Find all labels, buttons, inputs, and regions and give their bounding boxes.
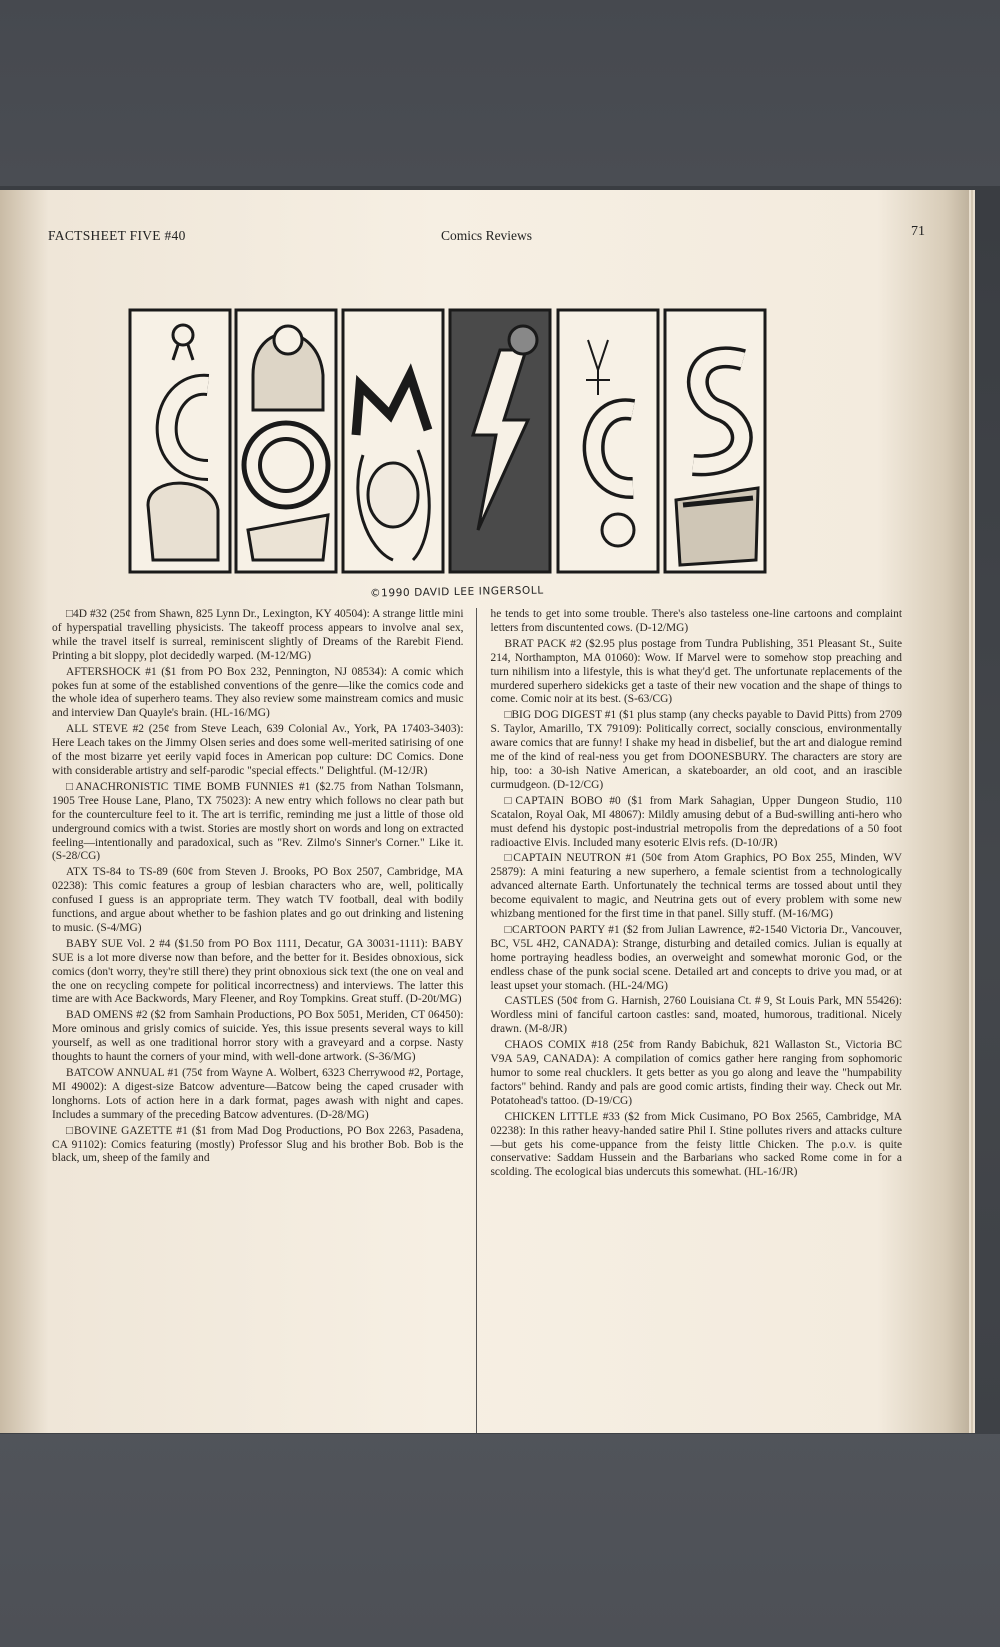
review-entry: □ANACHRONISTIC TIME BOMB FUNNIES #1 ($2.75 from Nathan Tolsmann, 1905 Tree House Lane, Plano, TX 75023): A new entry which follows no clear path but for the counterculture feel to it. The art is terrific, reminding me just a little of those old underground comics with a twist. Stories are mostly short on words and long on extracted feeling—intentionally and paradoxical, such as "Rev. Zilmo's Sinner's Corner." Like it. (S-28/CG) bbox=[52, 780, 464, 863]
review-entry: BATCOW ANNUAL #1 (75¢ from Wayne A. Wolbert, 6323 Cherrywood #2, Portage, MI 49002): A digest-size Batcow adventure—Batcow being the caped crusader with longhorns. Lots of action here in a dark format, pages awash with night and capes. Includes a summary of the preceding Batcow adventures. (D-28/MG) bbox=[52, 1067, 464, 1121]
art-credit: ©1990 DAVID LEE INGERSOLL bbox=[369, 584, 544, 600]
review-entry: BABY SUE Vol. 2 #4 ($1.50 from PO Box 1111, Decatur, GA 30031-1111): BABY SUE is a lot more diverse now than before, and the better for it. Besides obnoxious, sick comics (don't worry, they're still there) they print obnoxious sick text (the one on veal and the one on recycling compete for political incorrectness) and interviews. The latter this time are with Ace Backwords, Mary Fleener, and Roy Tompkins. Great stuff. (D-20t/MG) bbox=[52, 937, 464, 1006]
review-entry: □BIG DOG DIGEST #1 ($1 plus stamp (any checks payable to David Pitts) from 2709 S. Taylor, Amarillo, TX 79109): Politically correct, socially conscious, environmentally aware comics that are funny! I shake my head in disbelief, but the art and dialogue remind me of the kind of real-ness you get from DOONESBURY. The characters are story are hip, too: a 30-ish Native American, a skateboarder, an old coot, and an irascible curmudgeon. (D-12/CG) bbox=[490, 709, 902, 791]
comics-lettering-illustration bbox=[128, 260, 818, 600]
review-entry: CHICKEN LITTLE #33 ($2 from Mick Cusimano, PO Box 2565, Cambridge, MA 02238): In this rather heavy-handed satire Phil I. Stine pollutes rivers and attacks culture—but gets his come-uppance from the feisty little Chicken. The p.o.v. is quite conservative: Saddam Hussein and the Barbarians who sacked Rome come in for a scolding. The ecological bias undercuts this somewhat. (HL-16/JR) bbox=[490, 1110, 902, 1179]
review-entry: ATX TS-84 to TS-89 (60¢ from Steven J. Brooks, PO Box 2507, Cambridge, MA 02238): This comic features a group of lesbian characters who are, well, politically confused I guess is an appropriate term. They watch TV football, deal with bodily functions, and argue about whether to be fashion plates and go out drinking and listening to music. (S-4/MG) bbox=[52, 866, 464, 934]
reviews-columns bbox=[52, 608, 902, 1433]
left-column bbox=[52, 608, 477, 1433]
review-entry: □CARTOON PARTY #1 ($2 from Julian Lawrence, #2-1540 Victoria Dr., Vancouver, BC, V5L 4H2, CANADA): Strange, disturbing and detailed comics. Julian is equally at home portraying headless bodies, an overweight and somewhat moronic God, or the endless chase of the punk social scene. Detailed art and concepts to drive you mad, or at least upset your stomach. (HL-24/MG) bbox=[490, 923, 902, 992]
right-column bbox=[477, 608, 903, 1433]
page-number: 71 bbox=[911, 224, 925, 239]
review-entry: □CAPTAIN BOBO #0 ($1 from Mark Sahagian, Upper Dungeon Studio, 110 Scatalon, Royal Oak, MI 48067): Mildly amusing debut of a Bud-swilling anti-hero who must defend his dystopic post-industrial metropolis from the depredations of a 50 foot radioactive Elvis. Included many esoteric Elvis refs. (D-10/JR) bbox=[490, 794, 902, 849]
magazine-page bbox=[0, 190, 975, 1433]
review-entry: CASTLES (50¢ from G. Harnish, 2760 Louisiana Ct. # 9, St Louis Park, MN 55426): Wordless mini of fanciful cartoon castles: sand, moated, humorous, traditional. Nicely drawn. (M-8/JR) bbox=[490, 995, 902, 1036]
review-entry: □4D #32 (25¢ from Shawn, 825 Lynn Dr., Lexington, KY 40504): A strange little mini of hyperspatial travelling physicists. The takeoff process appears to involve anal sex, while the travel itself is surreal, reminiscent slightly of Dreams of the Rarebit Fiend. Printing a bit sloppy, plot decidedly warped. (M-12/MG) bbox=[52, 608, 464, 662]
review-entry: □CAPTAIN NEUTRON #1 (50¢ from Atom Graphics, PO Box 255, Minden, WV 25879): A mini featuring a new superhero, a female scientist from a technologically advanced alternate Earth. Unfortunately the technical terms are tossed about until they become equivalent to magic, and Neutrina gets out of every problem with some new whizbang mentioned for the first time in that panel. Silly stuff. (M-16/MG) bbox=[490, 852, 902, 921]
publication-title: FACTSHEET FIVE #40 bbox=[48, 228, 186, 243]
review-entry: he tends to get into some trouble. There's also tasteless one-line cartoons and complaint letters from discuntented cows. (D-12/MG) bbox=[490, 608, 902, 634]
review-entry: AFTERSHOCK #1 ($1 from PO Box 232, Pennington, NJ 08534): A comic which pokes fun at some of the established conventions of the genre—like the comics code and the whole idea of superhero teams. They also review some mainstream comics and music and interview Dan Quayle's brain. (HL-16/MG) bbox=[52, 665, 464, 720]
panel-m bbox=[343, 310, 443, 572]
running-head bbox=[48, 224, 925, 248]
review-entry: BRAT PACK #2 ($2.95 plus postage from Tundra Publishing, 351 Pleasant St., Suite 214, Northampton, MA 01060): Wow. If Marvel were to somehow stop preaching and turn nihilism into a lifestyle, this is what they'd get. The unfortunate replacements of the murdered superhero sidekicks get a taste of their new vocation and the shape of things to come. Comic noir at its best. (S-63/CG) bbox=[490, 637, 902, 706]
review-entry: ALL STEVE #2 (25¢ from Steve Leach, 639 Colonial Av., York, PA 17403-3403): Here Leach takes on the Jimmy Olsen series and does some well-merited satirising of one of the most bizarre yet eerily vapid foces in American pop culture: DC Comics. Done with considerable artistry and self-parodic "special effects." Delightful. (M-12/JR) bbox=[52, 723, 464, 777]
section-title: Comics Reviews bbox=[440, 228, 533, 243]
page-edge bbox=[969, 190, 975, 1433]
panel-c2 bbox=[558, 310, 658, 572]
review-entry: CHAOS COMIX #18 (25¢ from Randy Babichuk, 821 Wallaston St., Victoria BC V9A 5A9, CANADA): A compilation of comics gather here ranging from sophomoric humor to some real chucklers. It gets better as you go along and leave the "humpability factors" behind. Randy and pals are good comic artists, finding their way. Check out Mr. Potatohead's tattoo. (D-19/CG) bbox=[490, 1039, 902, 1107]
review-entry: BAD OMENS #2 ($2 from Samhain Productions, PO Box 5051, Meriden, CT 06450): More ominous and grisly comics of suicide. Yes, this issue presents several ways to kill yourself, as well as one traditional horror story with a graveyard and a corpse. Nasty thoughts to haunt the corners of your mind, with well-done artwork. (S-36/MG) bbox=[52, 1009, 464, 1064]
review-entry: □BOVINE GAZETTE #1 ($1 from Mad Dog Productions, PO Box 2263, Pasadena, CA 91102): Comics featuring (mostly) Professor Slug and his brother Bob. Bob is the black, um, sheep of the family and bbox=[52, 1124, 464, 1165]
